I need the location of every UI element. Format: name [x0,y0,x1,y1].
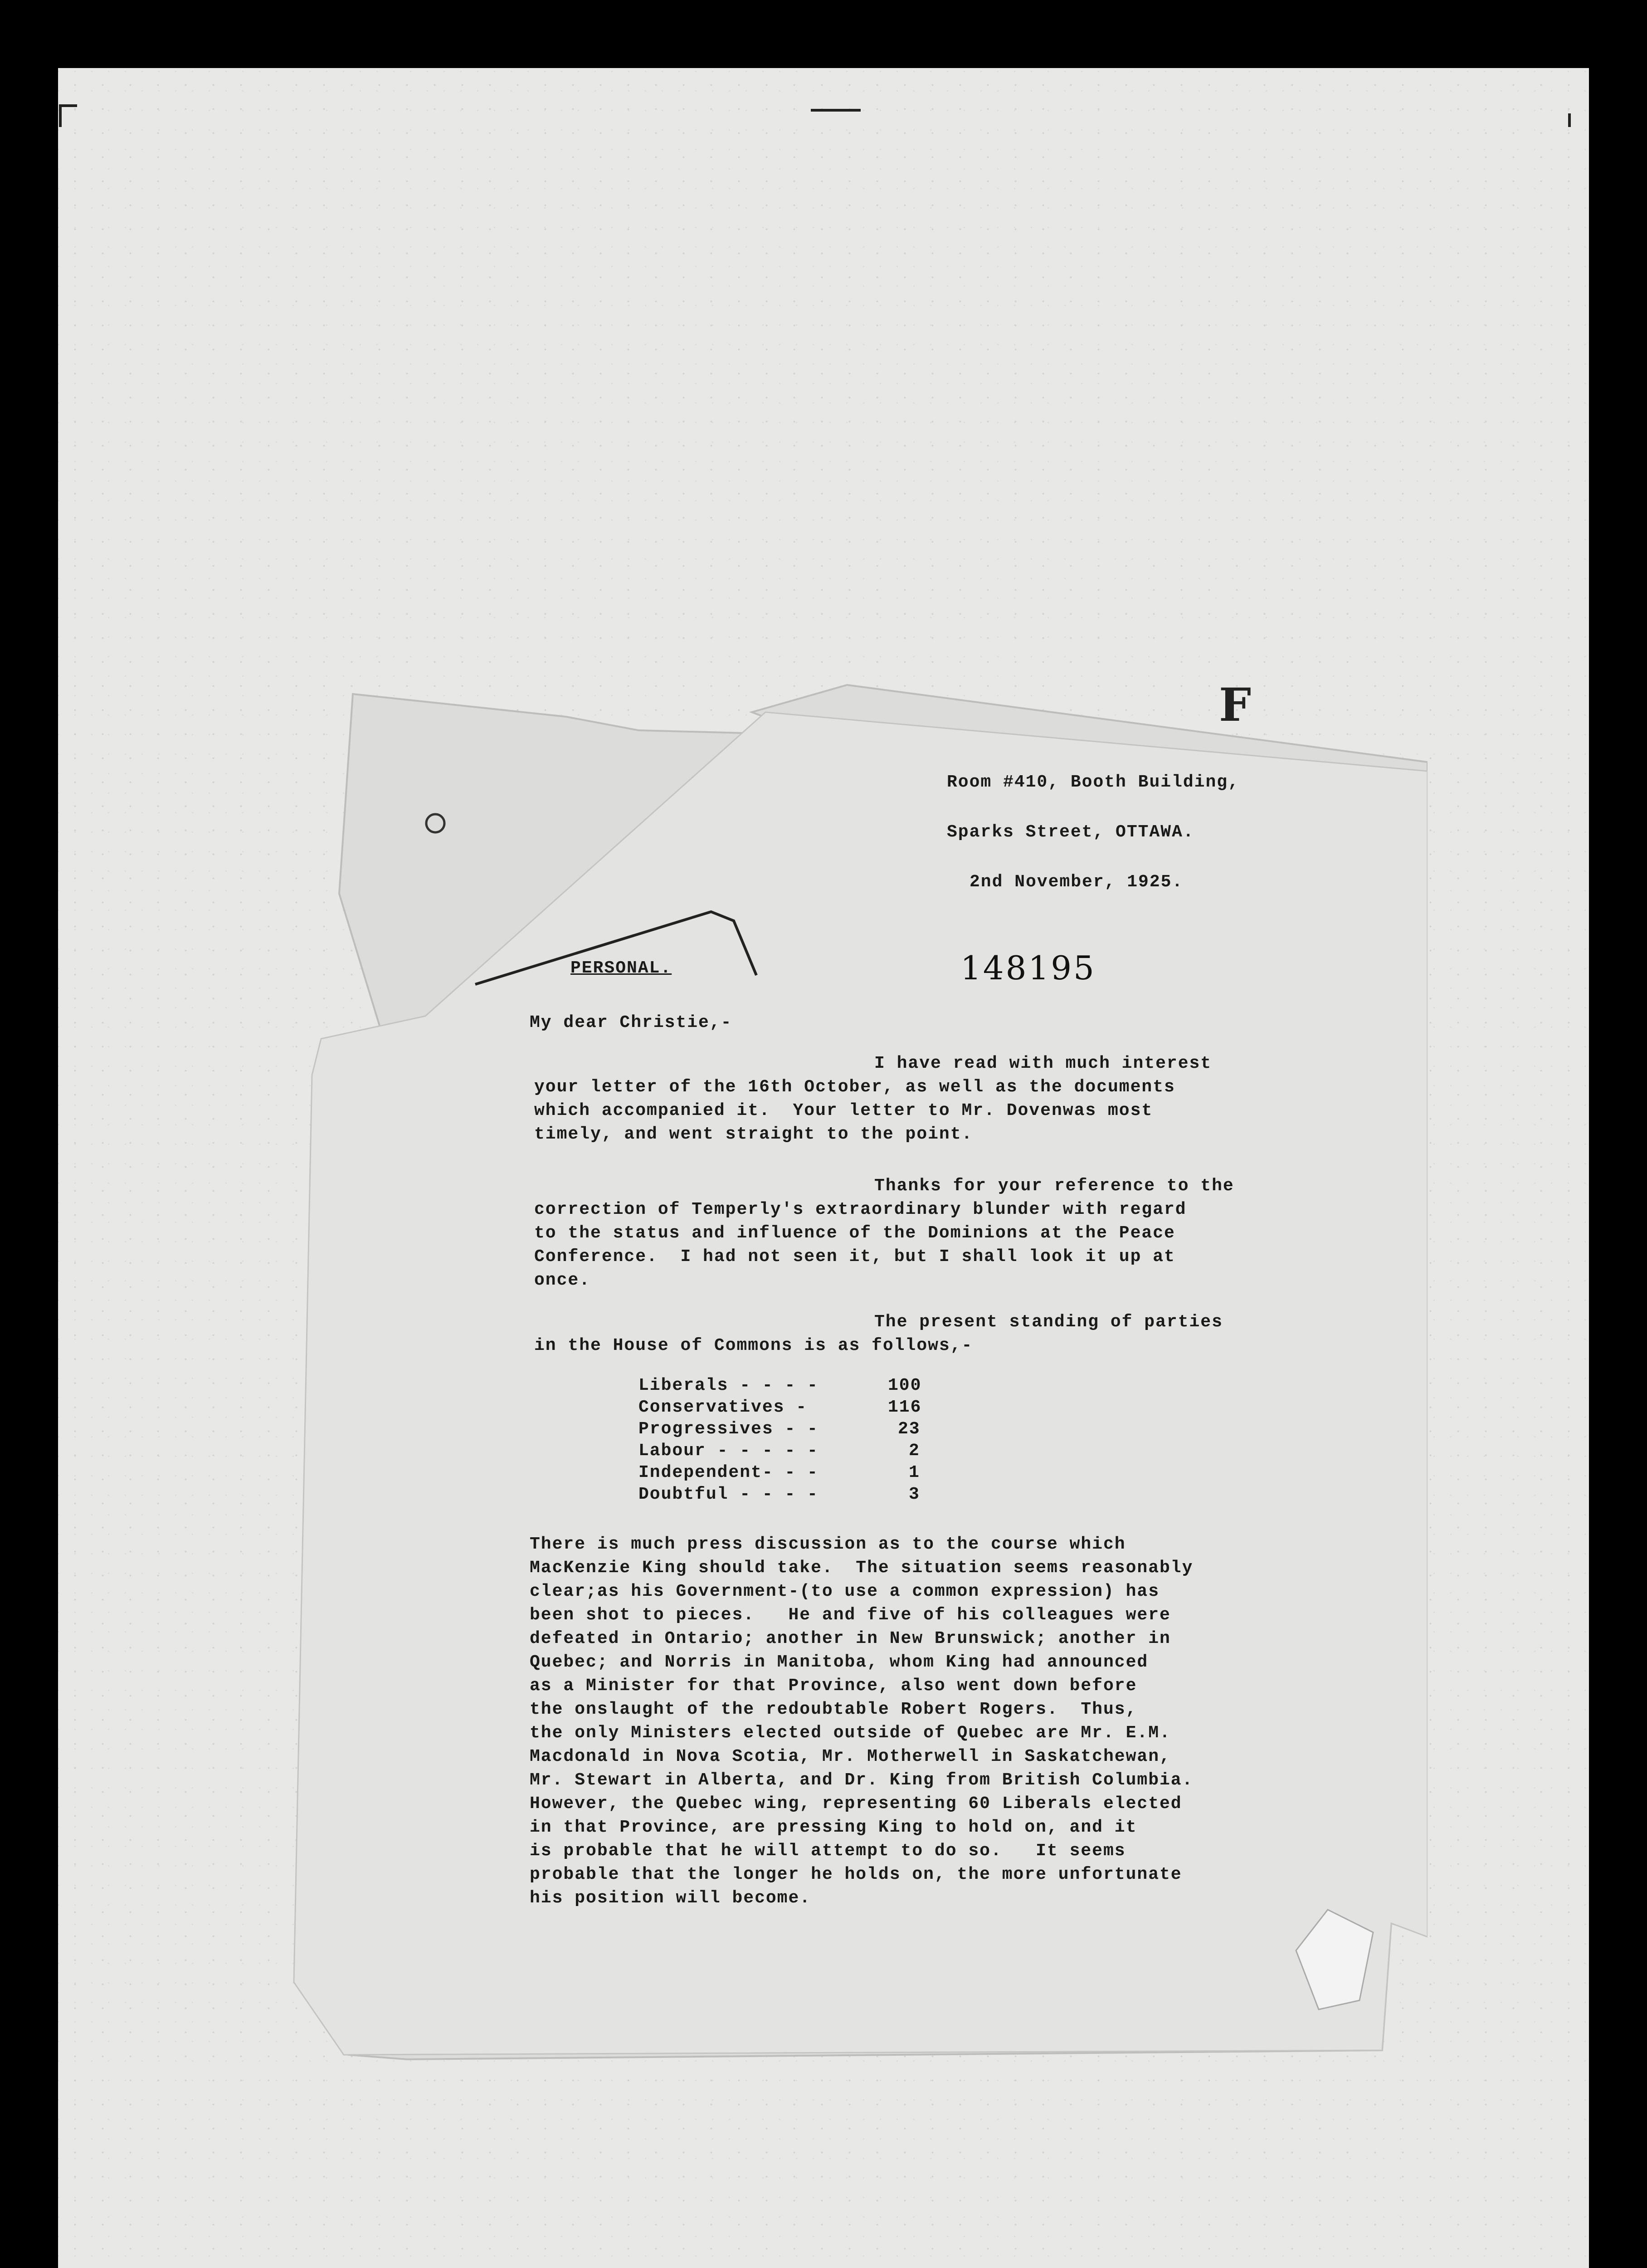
para4-line-3: clear;as his Government-(to use a common expression) has [530,1582,1160,1601]
para4-line-2: MacKenzie King should take. The situation seems reasonably [530,1558,1194,1578]
para4-line-10: Macdonald in Nova Scotia, Mr. Motherwell in Saskatchewan, [530,1747,1171,1766]
letter-date: 2nd November, 1925. [970,872,1184,892]
standing-seats: 23 [898,1419,921,1439]
standing-seats: 100 [888,1376,922,1395]
para4-line-16: his position will become. [530,1888,811,1908]
address-line-2: Sparks Street, OTTAWA. [947,822,1194,842]
standing-party: Progressives - - [638,1419,819,1439]
para1-line-4: timely, and went straight to the point. [534,1124,973,1144]
para3-line-1: The present standing of parties [874,1312,1223,1332]
para4-line-8: the onslaught of the redoubtable Robert Rogers. Thus, [530,1700,1137,1719]
standing-seats: 116 [888,1398,922,1417]
standing-seats: 2 [909,1441,920,1461]
para4-line-9: the only Ministers elected outside of Quebec are Mr. E.M. [530,1723,1171,1743]
para4-line-6: Quebec; and Norris in Manitoba, whom King had announced [530,1652,1149,1672]
para1-line-3: which accompanied it. Your letter to Mr. Dovenwas most [534,1101,1153,1120]
handwritten-initial: F [1219,678,1251,732]
standing-party: Independent- - - [638,1463,819,1482]
para4-line-1: There is much press discussion as to the course which [530,1535,1126,1554]
para4-line-13: in that Province, are pressing King to hold on, and it [530,1818,1137,1837]
para4-line-11: Mr. Stewart in Alberta, and Dr. King from British Columbia. [530,1770,1194,1790]
para2-line-3: to the status and influence of the Dominions at the Peace [534,1223,1175,1243]
standing-party: Liberals - - - - [638,1376,819,1395]
para2-line-2: correction of Temperly's extraordinary blunder with regard [534,1200,1187,1219]
para2-line-1: Thanks for your reference to the [874,1176,1234,1196]
para4-line-12: However, the Quebec wing, representing 60 Liberals elected [530,1794,1182,1813]
para1-line-2: your letter of the 16th October, as well as the documents [534,1077,1175,1097]
para1-line-1: I have read with much interest [874,1054,1212,1073]
standing-party: Doubtful - - - - [638,1485,819,1504]
salutation: My dear Christie,- [530,1013,732,1032]
para3-line-2: in the House of Commons is as follows,- [534,1336,973,1355]
address-line-1: Room #410, Booth Building, [947,772,1239,792]
para2-line-4: Conference. I had not seen it, but I shall look it up at [534,1247,1175,1266]
microfilm-frame [58,68,1589,2268]
standing-party: Conservatives - [638,1398,808,1417]
personal-marking: PERSONAL. [570,958,672,978]
para4-line-4: been shot to pieces. He and five of his colleagues were [530,1605,1171,1625]
para4-line-15: probable that the longer he holds on, the more unfortunate [530,1865,1182,1884]
letter-text [58,68,1589,2268]
document-number: 148195 [960,949,1096,987]
para4-line-7: as a Minister for that Province, also went down before [530,1676,1137,1696]
standing-seats: 1 [909,1463,920,1482]
standing-seats: 3 [909,1485,920,1504]
standing-party: Labour - - - - - [638,1441,819,1461]
para2-line-5: once. [534,1271,591,1290]
para4-line-14: is probable that he will attempt to do so. It seems [530,1841,1126,1861]
para4-line-5: defeated in Ontario; another in New Brunswick; another in [530,1629,1171,1648]
